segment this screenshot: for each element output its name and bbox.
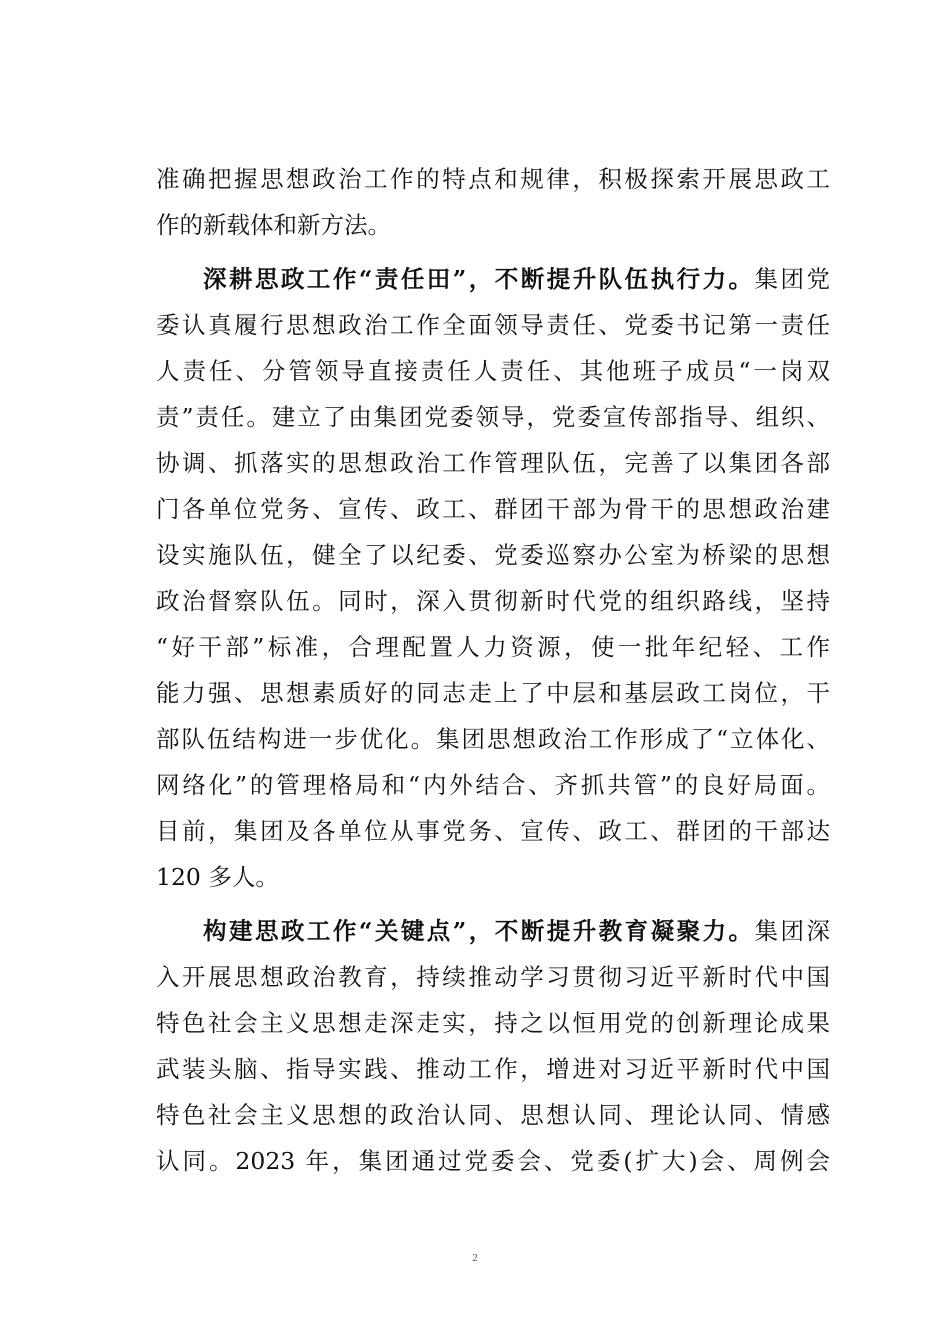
text-line: 准确把握思想政治工作的特点和规律，积极探索开展思政工 — [156, 165, 830, 193]
page-number: 2 — [472, 1252, 478, 1264]
paragraph-2 — [156, 256, 830, 900]
document-body — [156, 156, 830, 1184]
text-line — [156, 256, 830, 302]
text-line: 能力强、思想素质好的同志走上了中层和基层政工岗位，干 — [156, 679, 830, 707]
text-line: 政治督察队伍。同时，深入贯彻新时代党的组织路线，坚持 — [156, 587, 830, 615]
text-run: 集团党 — [754, 265, 831, 293]
paragraph-heading: 构建思政工作“关键点”，不断提升教育凝聚力。 — [203, 917, 755, 945]
text-line: 委认真履行思想政治工作全面领导责任、党委书记第一责任 — [156, 311, 830, 339]
text-line: 网络化”的管理格局和“内外结合、齐抓共管”的良好局面。 — [156, 771, 830, 799]
text-line: 人责任、分管领导直接责任人责任、其他班子成员“一岗双 — [156, 357, 830, 385]
text-line: 认同。2023 年，集团通过党委会、党委(扩大)会、周例会 — [156, 1147, 830, 1175]
text-line: 入开展思想政治教育，持续推动学习贯彻习近平新时代中国 — [156, 963, 830, 991]
text-line: 责”责任。建立了由集团党委领导，党委宣传部指导、组织、 — [156, 403, 830, 431]
paragraph-heading: 深耕思政工作“责任田”，不断提升队伍执行力。 — [203, 265, 755, 293]
text-line: 设实施队伍，健全了以纪委、党委巡察办公室为桥梁的思想 — [156, 541, 830, 569]
text-line: 武装头脑、指导实践、推动工作，增进对习近平新时代中国 — [156, 1055, 830, 1083]
text-line: 特色社会主义思想的政治认同、思想认同、理论认同、情感 — [156, 1101, 830, 1129]
paragraph-3 — [156, 908, 830, 1184]
text-line: 部队伍结构进一步优化。集团思想政治工作形成了“立体化、 — [156, 725, 830, 753]
text-line: 作的新载体和新方法。 — [156, 211, 391, 239]
text-line: 门各单位党务、宣传、政工、群团干部为骨干的思想政治建 — [156, 495, 830, 523]
text-line: 特色社会主义思想走深走实，持之以恒用党的创新理论成果 — [156, 1009, 830, 1037]
text-line: 协调、抓落实的思想政治工作管理队伍，完善了以集团各部 — [156, 449, 830, 477]
paragraph-1 — [156, 156, 830, 248]
text-line — [156, 908, 830, 954]
text-line: 120 多人。 — [156, 863, 279, 891]
text-line: 目前，集团及各单位从事党务、宣传、政工、群团的干部达 — [156, 817, 830, 845]
text-line: “好干部”标准，合理配置人力资源，使一批年纪轻、工作 — [156, 633, 830, 661]
text-run: 集团深 — [754, 917, 831, 945]
